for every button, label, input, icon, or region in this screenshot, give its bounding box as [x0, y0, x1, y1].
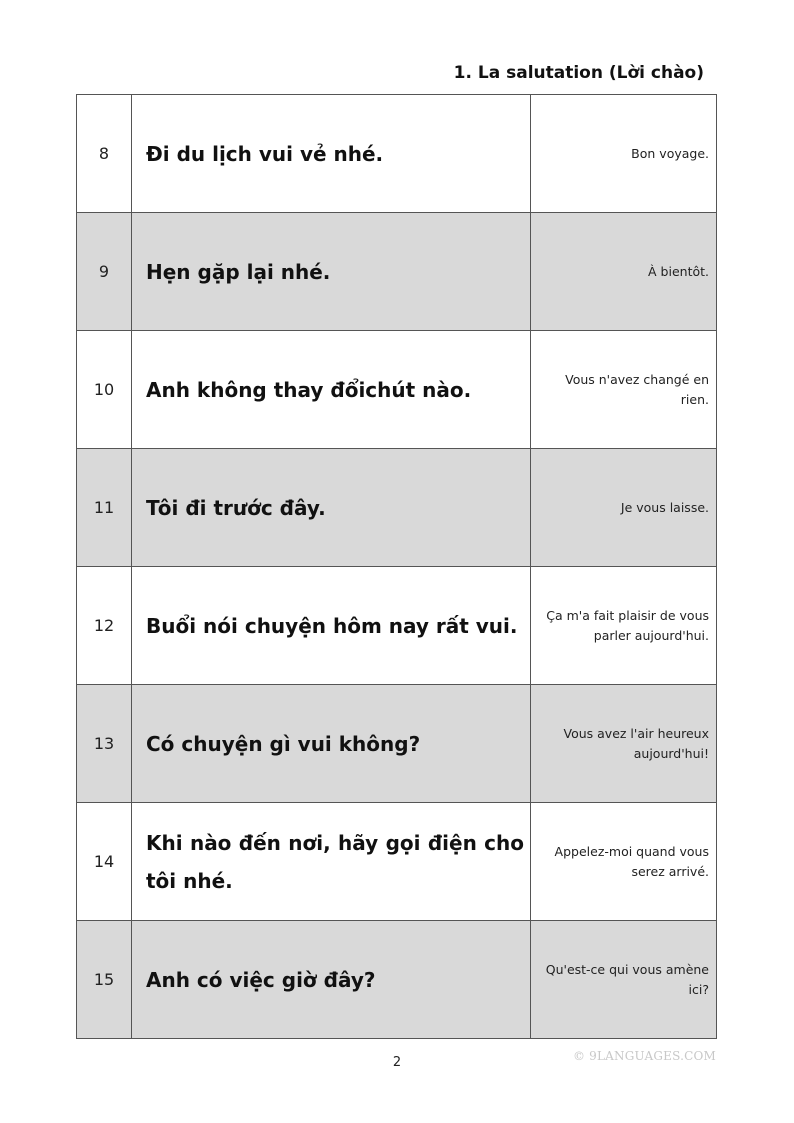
- vietnamese-phrase: Có chuyện gì vui không?: [132, 685, 531, 803]
- vietnamese-phrase: Buổi nói chuyện hôm nay rất vui.: [132, 567, 531, 685]
- table-row: [77, 685, 717, 803]
- vietnamese-phrase: Đi du lịch vui vẻ nhé.: [132, 95, 531, 213]
- row-number: 8: [77, 95, 132, 213]
- row-number: 10: [77, 331, 132, 449]
- page-title: 1. La salutation (Lời chào): [453, 63, 704, 83]
- vietnamese-phrase: Anh không thay đổichút nào.: [132, 331, 531, 449]
- copyright-watermark: © 9LANGUAGES.COM: [572, 1049, 716, 1063]
- row-number: 11: [77, 449, 132, 567]
- row-number: 12: [77, 567, 132, 685]
- row-number: 9: [77, 213, 132, 331]
- french-translation: Qu'est-ce qui vous amène ici?: [531, 921, 717, 1039]
- vietnamese-phrase: Hẹn gặp lại nhé.: [132, 213, 531, 331]
- table-row: [77, 567, 717, 685]
- table-row: [77, 921, 717, 1039]
- french-translation: Ça m'a fait plaisir de vous parler aujourd'hui.: [531, 567, 717, 685]
- table-row: [77, 449, 717, 567]
- row-number: 13: [77, 685, 132, 803]
- french-translation: Vous n'avez changé en rien.: [531, 331, 717, 449]
- french-translation: Bon voyage.: [531, 95, 717, 213]
- vietnamese-phrase: Khi nào đến nơi, hãy gọi điện cho tôi nhé.: [132, 803, 531, 921]
- french-translation: À bientôt.: [531, 213, 717, 331]
- row-number: 15: [77, 921, 132, 1039]
- page-number: 2: [392, 1055, 402, 1070]
- vietnamese-phrase: Anh có việc giờ đây?: [132, 921, 531, 1039]
- vietnamese-phrase: Tôi đi trước đây.: [132, 449, 531, 567]
- table-row: [77, 95, 717, 213]
- french-translation: Vous avez l'air heureux aujourd'hui!: [531, 685, 717, 803]
- row-number: 14: [77, 803, 132, 921]
- french-translation: Je vous laisse.: [531, 449, 717, 567]
- table-row: [77, 803, 717, 921]
- table-row: [77, 331, 717, 449]
- table-row: [77, 213, 717, 331]
- french-translation: Appelez-moi quand vous serez arrivé.: [531, 803, 717, 921]
- phrase-table: [76, 94, 717, 1039]
